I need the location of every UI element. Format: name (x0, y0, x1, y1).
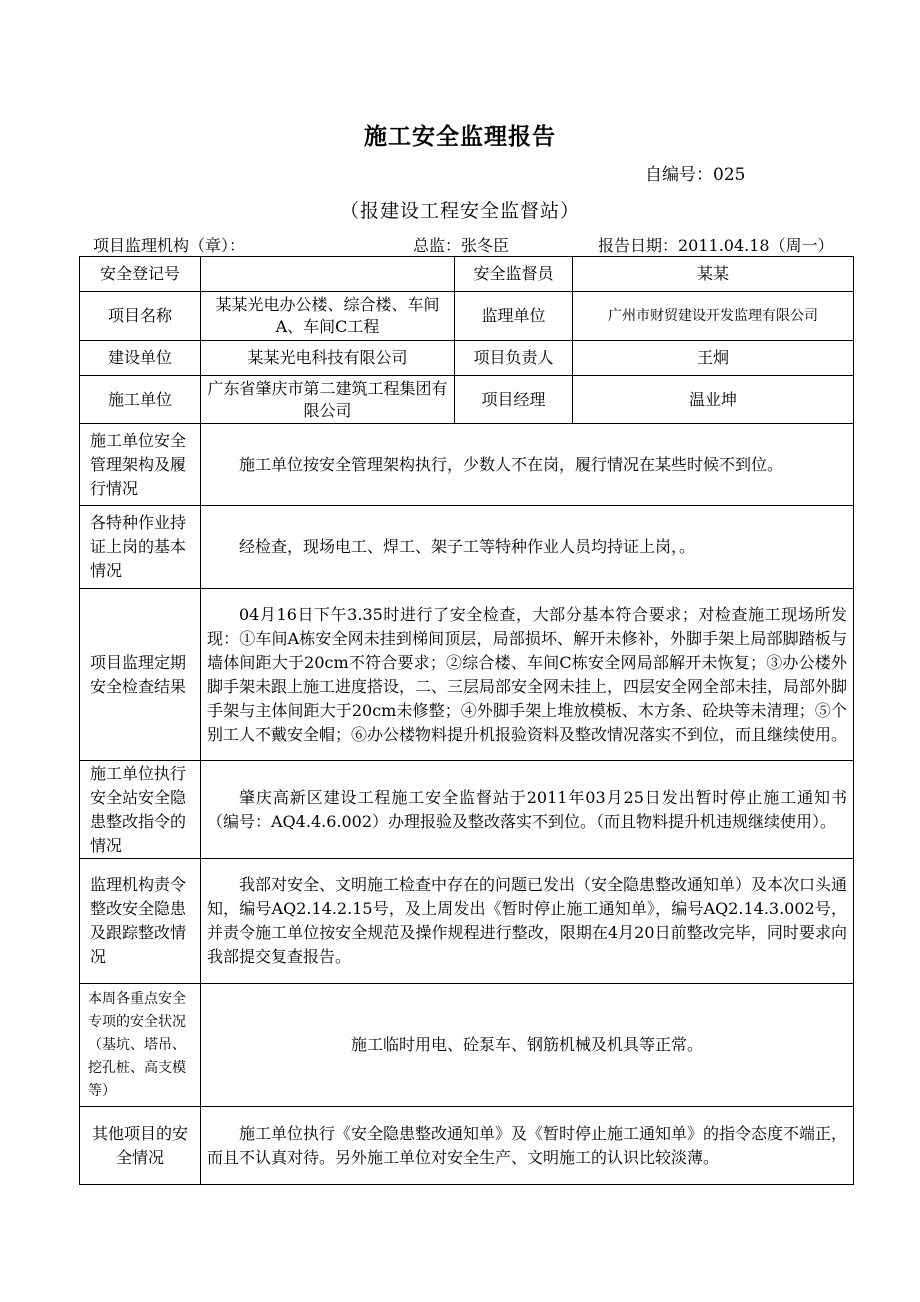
table-row (80, 376, 854, 424)
contractor-value: 广东省肇庆市第二建筑工程集团有限公司 (201, 376, 455, 424)
serial-number: 自编号：025 (645, 165, 746, 185)
key-safety-items-content: 施工临时用电、砼泵车、钢筋机械及机具等正常。 (201, 984, 854, 1107)
report-table (79, 256, 854, 1185)
table-row (80, 506, 854, 589)
chief-supervisor: 总监：张冬臣 (413, 236, 510, 255)
table-row (80, 859, 854, 984)
table-row (80, 589, 854, 761)
follow-up-label: 监理机构责令整改安全隐患及跟踪整改情况 (80, 859, 201, 984)
safety-registration-label: 安全登记号 (80, 257, 201, 292)
project-leader-label: 项目负责人 (455, 341, 573, 376)
report-subtitle: （报建设工程安全监督站） (339, 200, 580, 222)
special-operations-content: 经检查，现场电工、焊工、架子工等特种作业人员均持证上岗，。 (201, 506, 854, 589)
special-operations-label: 各特种作业持证上岗的基本情况 (80, 506, 201, 589)
table-row (80, 761, 854, 859)
report-date: 报告日期：2011.04.18（周一） (598, 236, 834, 255)
contractor-label: 施工单位 (80, 376, 201, 424)
table-row (80, 292, 854, 341)
periodic-inspection-content: 04月16日下午3.35时进行了安全检查，大部分基本符合要求；对检查施工现场所发现：①车间A栋安全网未挂到梯间顶层，局部损坏、解开未修补，外脚手架上局部脚踏板与墙体间距大于20cm不符合要求；②综合楼、车间C栋安全网局部解开未恢复；③办公楼外脚手架未跟上施工进度搭设，二、三层局部安全网未挂上，四层安全网全部未挂，局部外脚手架与主体间距大于20cm未修整；④外脚手架上堆放模板、木方条、砼块等未清理；⑤个别工人不戴安全帽；⑥办公楼物料提升机报验资料及整改情况落实不到位，而且继续使用。 (201, 589, 854, 761)
safety-inspector-label: 安全监督员 (455, 257, 573, 292)
other-projects-content: 施工单位执行《安全隐患整改通知单》及《暂时停止施工通知单》的指令态度不端正，而且不认真对待。另外施工单位对安全生产、文明施工的认识比较淡薄。 (201, 1107, 854, 1185)
management-structure-content: 施工单位按安全管理架构执行，少数人不在岗，履行情况在某些时候不到位。 (201, 424, 854, 506)
project-name-label: 项目名称 (80, 292, 201, 341)
rectification-order-label: 施工单位执行安全站安全隐患整改指令的情况 (80, 761, 201, 859)
supervision-unit-label: 监理单位 (455, 292, 573, 341)
report-title: 施工安全监理报告 (364, 123, 556, 150)
rectification-order-content: 肇庆高新区建设工程施工安全监督站于2011年03月25日发出暂时停止施工通知书（编号：AQ4.4.6.002）办理报验及整改落实不到位。（而且物料提升机违规继续使用）。 (201, 761, 854, 859)
table-row (80, 424, 854, 506)
project-leader-value: 王炯 (573, 341, 854, 376)
key-safety-items-label: 本周各重点安全专项的安全状况（基坑、塔吊、挖孔桩、高支模等） (80, 984, 201, 1107)
safety-registration-value (201, 257, 455, 292)
project-name-value: 某某光电办公楼、综合楼、车间A、车间C工程 (201, 292, 455, 341)
table-row (80, 257, 854, 292)
table-row (80, 984, 854, 1107)
table-row (80, 341, 854, 376)
project-manager-label: 项目经理 (455, 376, 573, 424)
construction-owner-label: 建设单位 (80, 341, 201, 376)
project-manager-value: 温业坤 (573, 376, 854, 424)
table-row (80, 1107, 854, 1185)
supervision-org-label: 项目监理机构（章）： (93, 236, 246, 255)
safety-inspector-value: 某某 (573, 257, 854, 292)
construction-owner-value: 某某光电科技有限公司 (201, 341, 455, 376)
supervision-unit-value: 广州市财贸建设开发监理有限公司 (573, 292, 854, 341)
other-projects-label: 其他项目的安全情况 (80, 1107, 201, 1185)
follow-up-content: 我部对安全、文明施工检查中存在的问题已发出（安全隐患整改通知单）及本次口头通知，编号AQ2.14.2.15号，及上周发出《暂时停止施工通知单》，编号AQ2.14.3.002号，并责令施工单位按安全规范及操作规程进行整改，限期在4月20日前整改完毕，同时要求向我部提交复查报告。 (201, 859, 854, 984)
periodic-inspection-label: 项目监理定期安全检查结果 (80, 589, 201, 761)
management-structure-label: 施工单位安全管理架构及履行情况 (80, 424, 201, 506)
